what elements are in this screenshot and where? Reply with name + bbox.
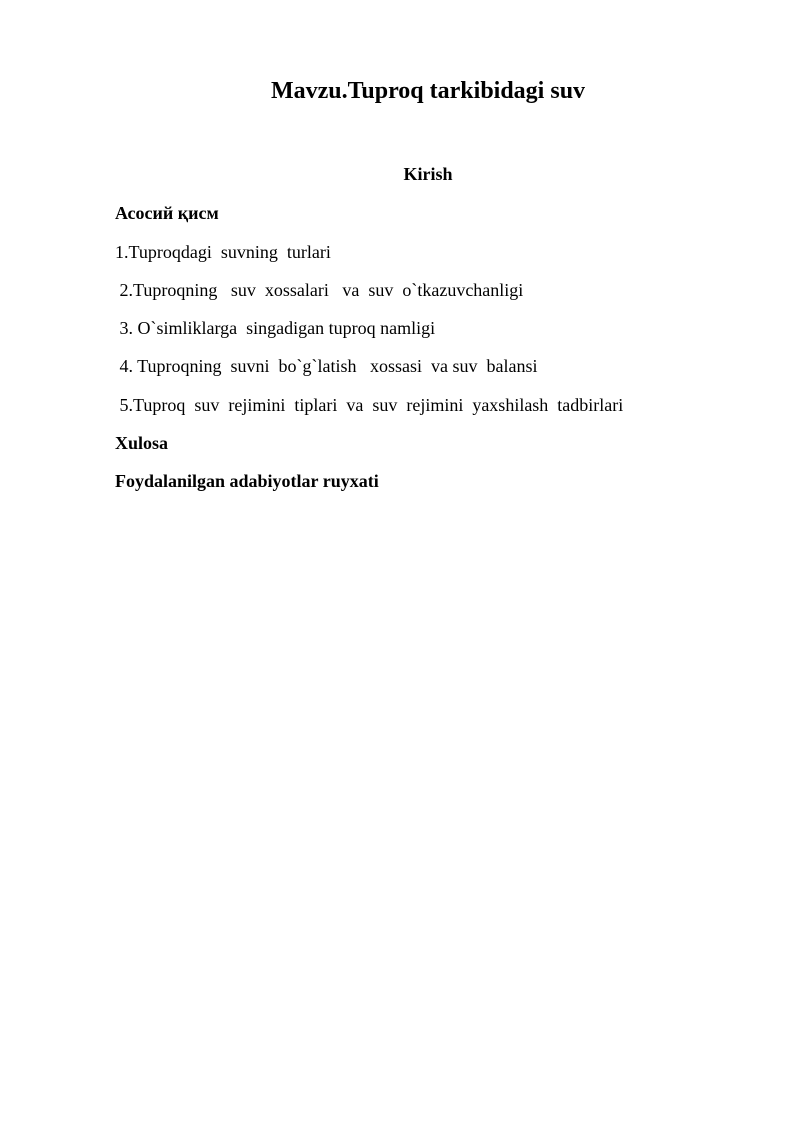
main-part-heading: Асосий қисм xyxy=(115,203,219,223)
intro-heading: Kirish xyxy=(403,164,453,184)
document-title: Mavzu.Tuproq tarkibidagi suv xyxy=(270,78,586,104)
section-item: 1.Tuproqdagi suvning turlari xyxy=(115,242,331,262)
section-item: 2.Tuproqning suv xossalari va suv o`tkazuvchanligi xyxy=(115,280,524,300)
references-heading: Foydalanilgan adabiyotlar ruyxati xyxy=(115,471,379,491)
section-item: 5.Tuproq suv rejimini tiplari va suv rejimini yaxshilash tadbirlari xyxy=(115,395,624,415)
section-item: 3. O`simliklarga singadigan tuproq namligi xyxy=(115,318,436,338)
conclusion-heading: Xulosa xyxy=(115,433,169,453)
section-item: 4. Tuproqning suvni bo`g`latish xossasi va suv balansi xyxy=(115,356,538,376)
